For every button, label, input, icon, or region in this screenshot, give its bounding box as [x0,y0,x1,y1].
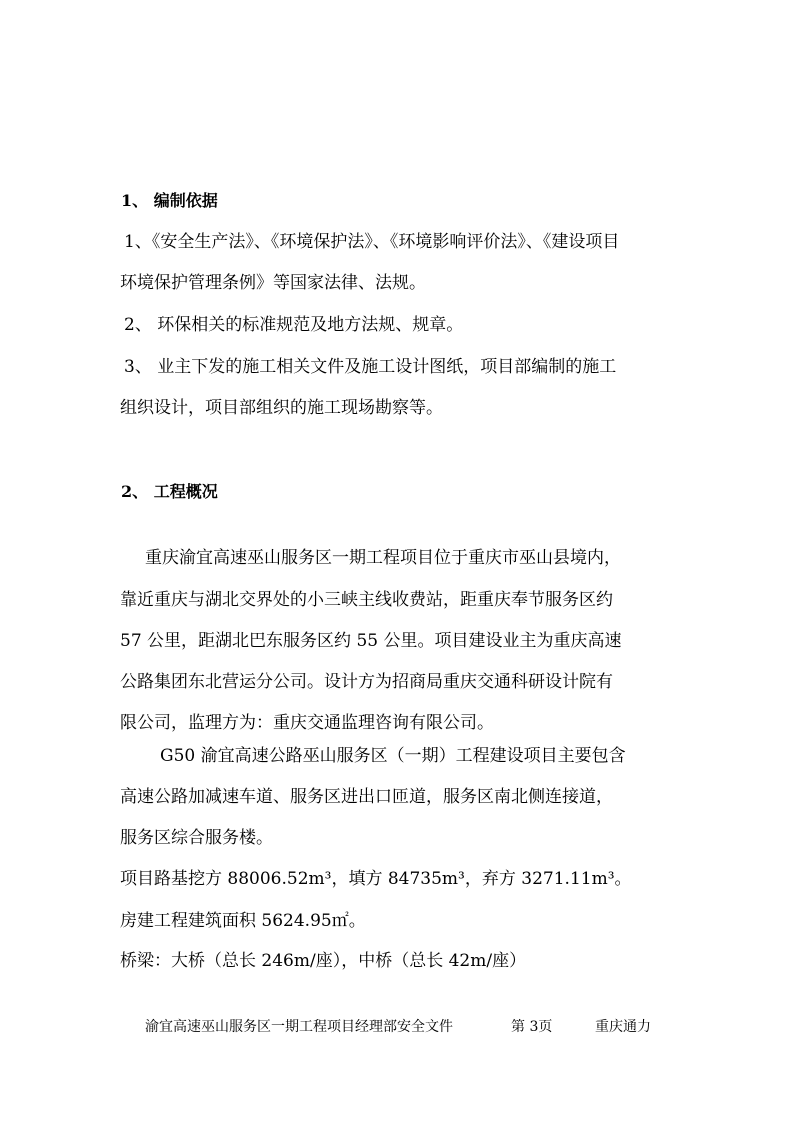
section-2-line: 高速公路加减速车道、服务区进出口匝道，服务区南北侧连接道， [120,787,613,807]
section-1-heading: 1、 编制依据 [121,191,218,210]
section-2-line: 重庆渝宜高速巫山服务区一期工程项目位于重庆市巫山县境内， [145,548,621,568]
section-1-line: 组织设计，项目部组织的施工现场勘察等。 [120,398,443,418]
section-2-line: 公路集团东北营运分公司。设计方为招商局重庆交通科研设计院有 [120,672,613,692]
section-2-line: G50 渝宜高速公路巫山服务区（一期）工程建设项目主要包含 [160,746,626,766]
section-1-line: 环境保护管理条例》等国家法律、法规。 [120,273,426,293]
section-2-line: 项目路基挖方 88006.52m³，填方 84735m³，弃方 3271.11m³。 [120,869,632,889]
section-2-line: 桥梁：大桥（总长 246m/座），中桥（总长 42m/座） [120,951,527,971]
footer-doc-title: 渝宜高速巫山服务区一期工程项目经理部安全文件 [145,1019,453,1035]
section-2-line: 靠近重庆与湖北交界处的小三峡主线收费站，距重庆奉节服务区约 [120,590,613,610]
section-2-line: 限公司，监理方为：重庆交通监理咨询有限公司。 [120,713,494,733]
footer-company: 重庆通力 [595,1019,651,1035]
section-1-line: 1、《安全生产法》、《环境保护法》、《环境影响评价法》、《建设项目 [124,232,620,252]
footer-page-number: 第 3页 [511,1019,553,1035]
section-2-line: 房建工程建筑面积 5624.95㎡。 [120,911,366,931]
section-2-heading: 2、 工程概况 [121,482,218,501]
section-2-line: 服务区综合服务楼。 [120,828,273,848]
section-1-line: 2、 环保相关的标准规范及地方法规、规章。 [124,315,464,335]
section-1-line: 3、 业主下发的施工相关文件及施工设计图纸，项目部编制的施工 [124,357,617,377]
section-2-line: 57 公里，距湖北巴东服务区约 55 公里。项目建设业主为重庆高速 [120,631,622,651]
